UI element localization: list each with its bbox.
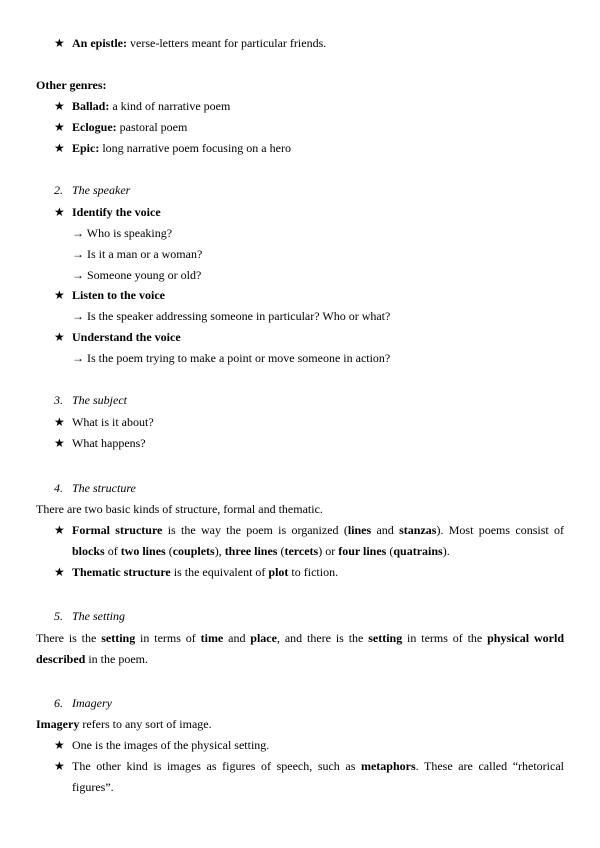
star-bullet-icon: ★ — [54, 759, 65, 773]
identify-question: → Someone young or old? — [72, 268, 202, 282]
imagery-item-line2: figures”. — [72, 780, 114, 794]
structure-intro: There are two basic kinds of structure, formal and thematic. — [36, 502, 323, 516]
star-bullet-icon: ★ — [54, 523, 65, 537]
setting-line2: described in the poem. — [36, 652, 148, 666]
star-bullet-icon: ★ — [54, 415, 65, 429]
section-heading-speaker: 2. The speaker — [54, 183, 131, 197]
imagery-item: One is the images of the physical setting. — [72, 738, 270, 752]
understand-voice: Understand the voice — [72, 330, 181, 344]
list-item-ballad: Ballad: a kind of narrative poem — [72, 99, 231, 113]
list-item-epistle: An epistle: verse-letters meant for particular friends. — [72, 36, 327, 50]
identify-question: → Who is speaking? — [72, 226, 173, 240]
star-bullet-icon: ★ — [54, 120, 65, 134]
listen-question: → Is the speaker addressing someone in particular? Who or what? — [72, 309, 391, 323]
subject-item: What is it about? — [72, 415, 154, 429]
identify-voice: Identify the voice — [72, 205, 161, 219]
identify-question: → Is it a man or a woman? — [72, 247, 203, 261]
section-heading-subject: 3. The subject — [54, 393, 127, 407]
section-heading-imagery: 6. Imagery — [54, 696, 112, 710]
formal-structure-line2: blocks of two lines (couplets), three lines (tercets) or four lines (quatrains). — [72, 544, 450, 558]
subject-item: What happens? — [72, 436, 146, 450]
star-bullet-icon: ★ — [54, 330, 65, 344]
list-item-epic: Epic: long narrative poem focusing on a hero — [72, 141, 291, 155]
imagery-item-line1: The other kind is images as figures of speech, such as metaphors. These are called “rhetorical — [72, 759, 564, 773]
section-heading-setting: 5. The setting — [54, 609, 125, 623]
understand-question: → Is the poem trying to make a point or move someone in action? — [72, 351, 391, 365]
star-bullet-icon: ★ — [54, 565, 65, 579]
setting-line1: There is the setting in terms of time and place, and there is the setting in terms of the physical world — [36, 631, 564, 645]
star-bullet-icon: ★ — [54, 738, 65, 752]
list-item-eclogue: Eclogue: pastoral poem — [72, 120, 188, 134]
other-genres-heading: Other genres: — [36, 78, 107, 92]
star-bullet-icon: ★ — [54, 36, 65, 50]
formal-structure-line1: Formal structure is the way the poem is organized (lines and stanzas). Most poems consist of — [72, 523, 564, 537]
thematic-structure: Thematic structure is the equivalent of plot to fiction. — [72, 565, 339, 579]
star-bullet-icon: ★ — [54, 141, 65, 155]
imagery-intro: Imagery refers to any sort of image. — [36, 717, 212, 731]
section-heading-structure: 4. The structure — [54, 481, 136, 495]
star-bullet-icon: ★ — [54, 288, 65, 302]
listen-voice: Listen to the voice — [72, 288, 165, 302]
star-bullet-icon: ★ — [54, 205, 65, 219]
star-bullet-icon: ★ — [54, 99, 65, 113]
star-bullet-icon: ★ — [54, 436, 65, 450]
